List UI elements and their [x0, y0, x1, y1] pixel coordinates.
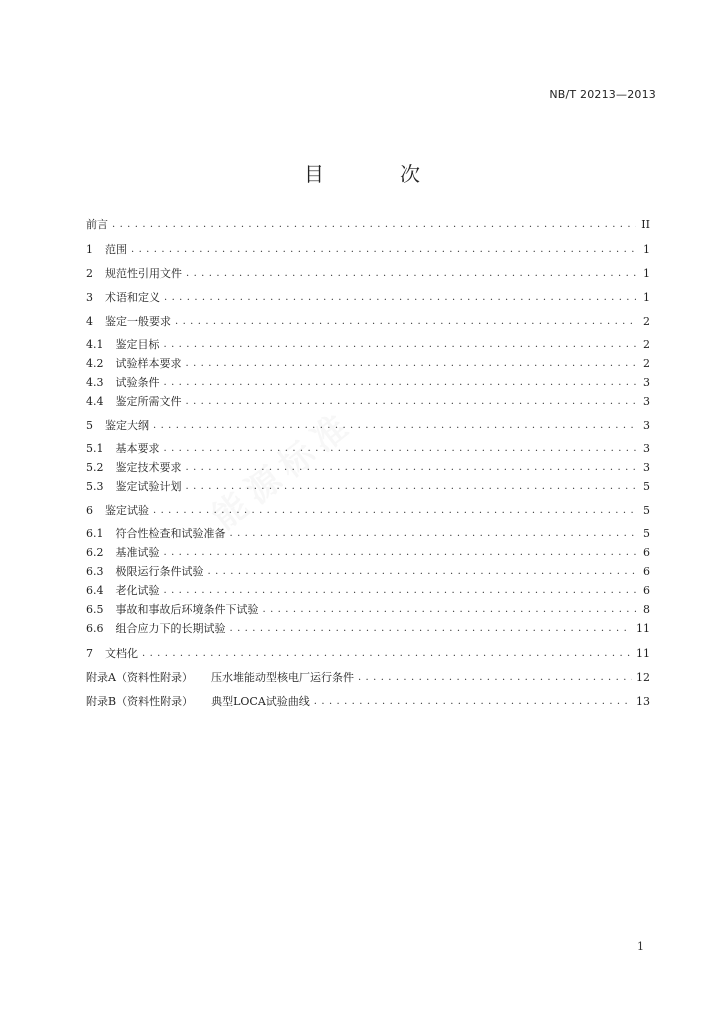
page-number: 1 — [637, 940, 644, 953]
toc-entry-page: 2 — [643, 357, 650, 370]
toc-entry-page: 6 — [643, 584, 650, 597]
toc-entry-page: 5 — [643, 480, 650, 493]
toc-entry[interactable] — [86, 337, 650, 353]
toc-entry-number: 5 — [86, 419, 93, 432]
toc-entry-page: 3 — [643, 461, 650, 474]
toc-entry[interactable] — [86, 242, 650, 258]
toc-leader-dots — [142, 646, 632, 662]
toc-entry-label: 术语和定义 — [105, 291, 160, 304]
toc-entry-label: 极限运行条件试验 — [115, 565, 204, 578]
toc-entry-label: 典型LOCA试验曲线 — [211, 695, 310, 708]
toc-entry-number: 2 — [86, 267, 93, 280]
toc-entry-page: 11 — [636, 647, 650, 660]
toc-leader-dots — [230, 621, 633, 637]
toc-entry-page: 2 — [643, 315, 650, 328]
toc-entry-number: 6.1 — [86, 527, 104, 540]
toc-leader-dots — [164, 441, 637, 457]
toc-entry-number: 5.3 — [86, 480, 104, 493]
toc-entry-number: 6.4 — [86, 584, 104, 597]
toc-entry-number: 6.5 — [86, 603, 104, 616]
toc-entry-page: 6 — [643, 546, 650, 559]
toc-entry[interactable] — [86, 479, 650, 495]
toc-entry-number: 6 — [86, 504, 93, 517]
toc-entry-label: 鉴定试验 — [105, 504, 149, 517]
toc-leader-dots — [186, 266, 636, 282]
toc-entry-label: 前言 — [86, 218, 108, 231]
toc-entry[interactable] — [86, 526, 650, 542]
document-code: NB/T 20213—2013 — [549, 88, 656, 101]
toc-entry-page: 6 — [643, 565, 650, 578]
toc-leader-dots — [175, 314, 636, 330]
toc-entry-number: 6.6 — [86, 622, 104, 635]
watermark: 能源标准 — [204, 402, 362, 538]
toc-entry-page: 3 — [643, 376, 650, 389]
toc-entry-label: 鉴定一般要求 — [105, 315, 171, 328]
toc-entry[interactable] — [86, 602, 650, 618]
toc-entry[interactable] — [86, 314, 650, 330]
toc-entry-label: 鉴定大纲 — [105, 419, 149, 432]
toc-entry[interactable] — [86, 418, 650, 434]
toc-entry-number: 4.2 — [86, 357, 104, 370]
toc-leader-dots — [186, 394, 637, 410]
toc-entry-label: 鉴定所需文件 — [115, 395, 182, 408]
toc-leader-dots — [131, 242, 636, 258]
toc-entry-number: 6.3 — [86, 565, 104, 578]
toc-entry-label: 符合性检查和试验准备 — [115, 527, 226, 540]
toc-entry-label: 基本要求 — [115, 442, 160, 455]
toc-entry-page: 5 — [643, 527, 650, 540]
toc-entry-page: 11 — [636, 622, 650, 635]
toc-entry-number: 4.4 — [86, 395, 104, 408]
toc-entry-page: 5 — [643, 504, 650, 517]
toc-entry-label: 文档化 — [105, 647, 138, 660]
toc-leader-dots — [358, 670, 632, 686]
toc-entry[interactable] — [86, 441, 650, 457]
toc-entry-page: 3 — [643, 442, 650, 455]
toc-entry[interactable] — [86, 266, 650, 282]
toc-leader-dots — [208, 564, 637, 580]
toc-entry-page: 1 — [643, 243, 650, 256]
toc-entry[interactable] — [86, 583, 650, 599]
toc-entry[interactable] — [86, 290, 650, 306]
toc-leader-dots — [186, 356, 637, 372]
toc-entry[interactable] — [86, 460, 650, 476]
toc-leader-dots — [186, 479, 637, 495]
toc-entry[interactable] — [86, 545, 650, 561]
toc-entry-number: 4.3 — [86, 376, 104, 389]
toc-entry-label: 组合应力下的长期试验 — [115, 622, 226, 635]
toc-entry-label: 鉴定技术要求 — [115, 461, 182, 474]
toc-entry-label: 基准试验 — [115, 546, 160, 559]
toc-entry[interactable] — [86, 394, 650, 410]
toc-leader-dots — [314, 694, 632, 710]
toc-entry-label: 鉴定试验计划 — [115, 480, 182, 493]
toc-entry-number: 5.1 — [86, 442, 104, 455]
toc-entry-number: 附录A（资料性附录） — [86, 671, 193, 684]
toc-entry[interactable] — [86, 356, 650, 372]
toc-leader-dots — [164, 290, 636, 306]
toc-entry-label: 事故和事故后环境条件下试验 — [115, 603, 259, 616]
toc-entry-number: 6.2 — [86, 546, 104, 559]
toc-entry-label: 鉴定目标 — [115, 338, 160, 351]
toc-entry-number: 3 — [86, 291, 93, 304]
toc-entry-label: 老化试验 — [115, 584, 160, 597]
toc-entry[interactable] — [86, 503, 650, 519]
toc-leader-dots — [230, 526, 637, 542]
toc-leader-dots — [112, 217, 636, 233]
toc-entry-number: 4 — [86, 315, 93, 328]
toc-entry-label: 范围 — [105, 243, 127, 256]
toc-leader-dots — [153, 418, 636, 434]
toc-entry-label: 试验条件 — [115, 376, 160, 389]
toc-entry[interactable] — [86, 670, 650, 686]
toc-entry-page: 3 — [643, 419, 650, 432]
toc-entry[interactable] — [86, 694, 650, 710]
toc-leader-dots — [186, 460, 637, 476]
toc-entry-page: II — [641, 218, 650, 231]
toc-entry[interactable] — [86, 621, 650, 637]
toc-leader-dots — [153, 503, 636, 519]
toc-entry-page: 2 — [643, 338, 650, 351]
toc-entry-page: 1 — [643, 291, 650, 304]
toc-leader-dots — [263, 602, 637, 618]
toc-leader-dots — [164, 583, 637, 599]
toc-leader-dots — [164, 545, 637, 561]
toc-entry[interactable] — [86, 564, 650, 580]
toc-entry-page: 13 — [636, 695, 650, 708]
toc-entry-page: 12 — [636, 671, 650, 684]
toc-entry[interactable] — [86, 217, 650, 233]
toc-leader-dots — [164, 337, 637, 353]
toc-entry-page: 1 — [643, 267, 650, 280]
toc-entry-number: 1 — [86, 243, 93, 256]
toc-entry-label: 压水堆能动型核电厂运行条件 — [210, 671, 354, 684]
toc-entry[interactable] — [86, 646, 650, 662]
toc-entry-number: 附录B（资料性附录） — [86, 695, 194, 708]
toc-entry-page: 3 — [643, 395, 650, 408]
toc-entry-page: 8 — [643, 603, 650, 616]
toc-entry-number: 5.2 — [86, 461, 104, 474]
toc-entry-number: 7 — [86, 647, 93, 660]
toc-entry-label: 规范性引用文件 — [105, 267, 182, 280]
toc-entry-number: 4.1 — [86, 338, 104, 351]
toc-entry-label: 试验样本要求 — [115, 357, 182, 370]
toc-leader-dots — [164, 375, 637, 391]
toc-entry[interactable] — [86, 375, 650, 391]
page-title: 目 次 — [304, 162, 448, 186]
